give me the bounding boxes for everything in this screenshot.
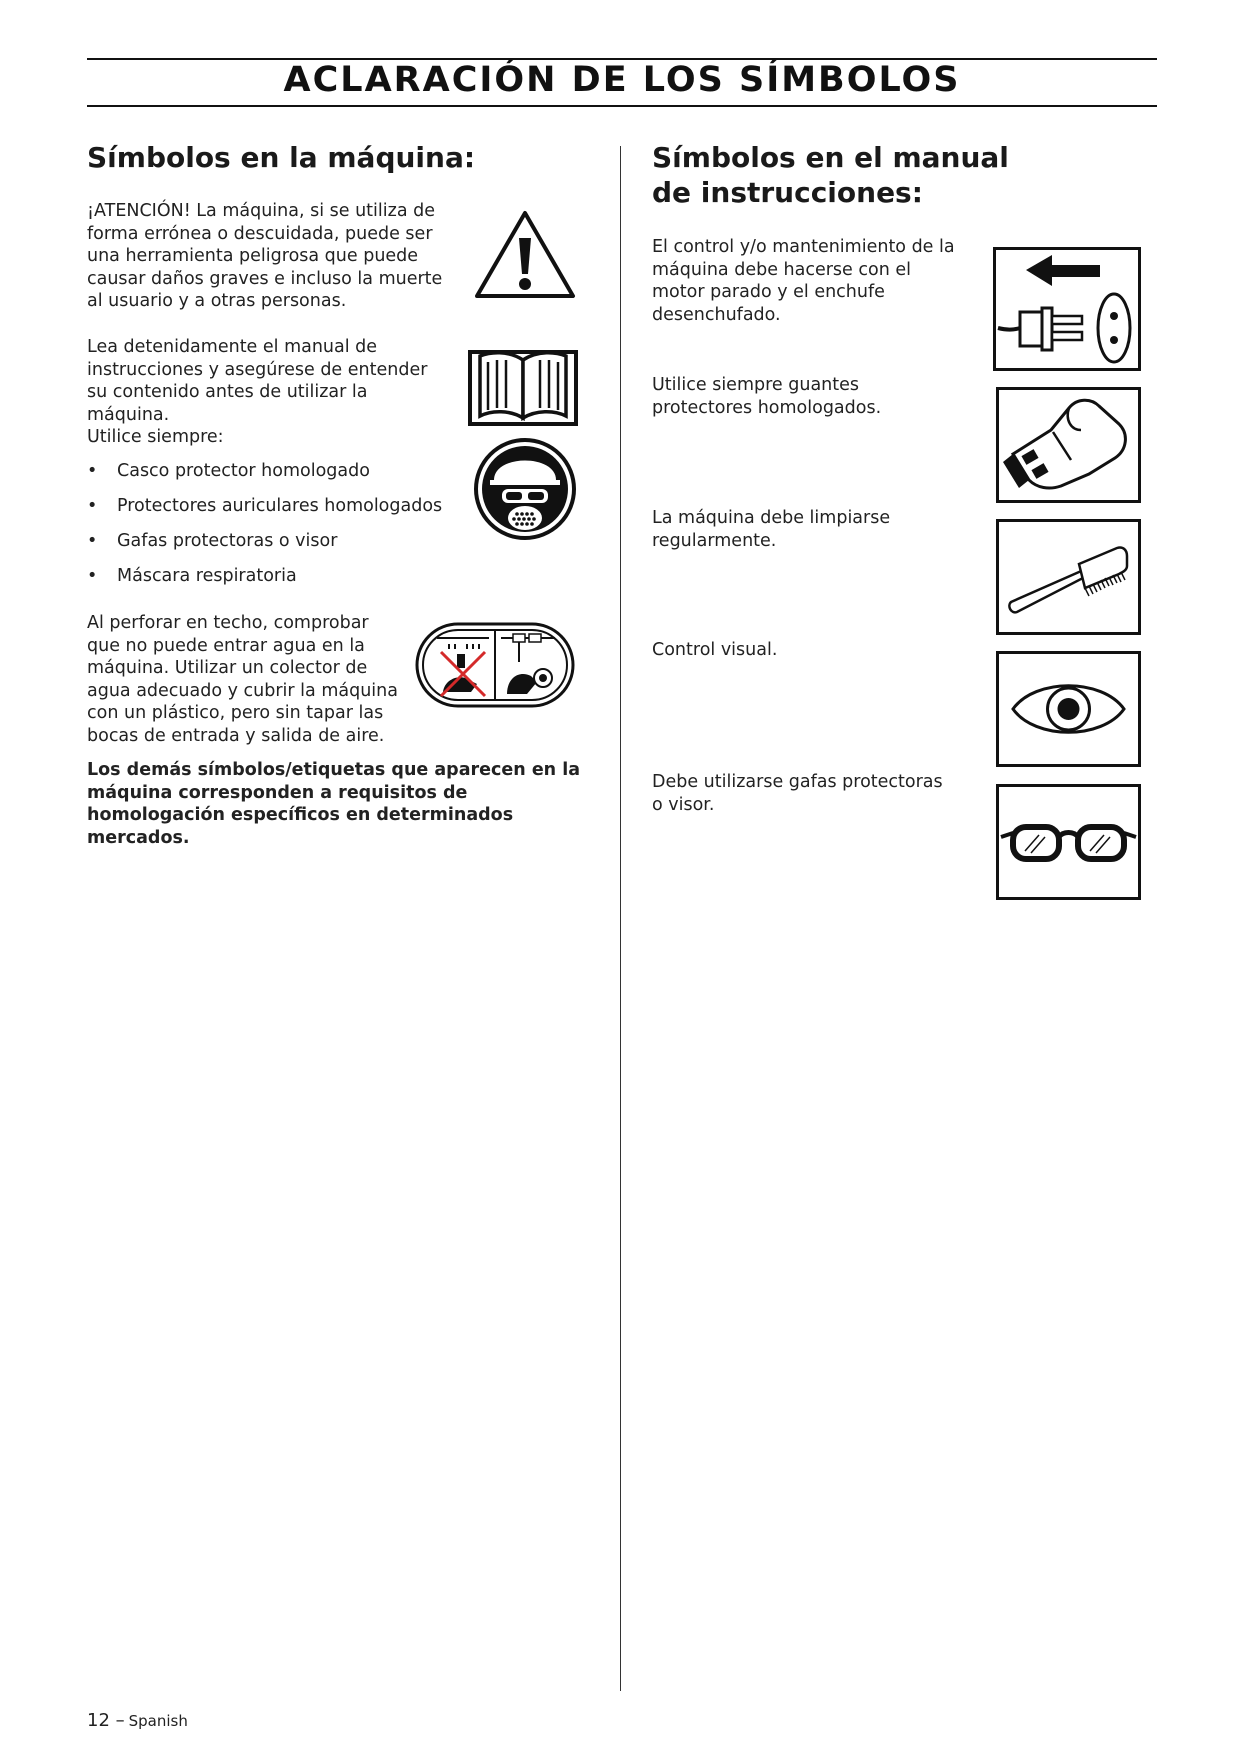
page-number: 12 – [87,1710,125,1731]
cleaning-text: La máquina debe limpiarse regularmente. [652,508,891,551]
eye-icon [996,651,1141,767]
footer-language: Spanish [128,1712,188,1730]
other-symbols-text: Los demás símbolos/etiquetas que aparecen en la máquina corresponden a requisitos de homologación específicos en determinados mercados. [87,760,581,848]
maintenance-text: El control y/o mantenimiento de la máquina debe hacerse con el motor parado y el enchufe desenchufado. [652,237,955,325]
read-manual-icon [468,344,578,426]
ppe-list [87,460,442,600]
column-divider [620,146,621,1691]
list-item: • Casco protector homologado [87,460,442,495]
always-use-text: Utilice siempre: [87,427,224,447]
ceiling-drilling-text: Al perforar en techo, comprobar que no puede entrar agua en la máquina. Utilizar un colector de agua adecuado y cubrir la máquina con un plástico, pero sin tapar las bocas de entrada y salida de aire. [87,613,398,746]
protective-equipment-icon [472,436,578,542]
page-title: ACLARACIÓN DE LOS SÍMBOLOS [283,60,961,100]
protective-gloves-icon [996,387,1141,503]
list-item: • Máscara respiratoria [87,565,442,600]
visual-control-text: Control visual. [652,640,778,660]
list-item: • Gafas protectoras o visor [87,530,442,565]
goggles-text: Debe utilizarse gafas protectoras o visor. [652,772,943,815]
left-column-heading: Símbolos en la máquina: [87,141,476,174]
right-column-heading: Símbolos en el manual de instrucciones: [652,141,1009,209]
cleaning-brush-icon [996,519,1141,635]
ceiling-drilling-water-icon [415,622,575,708]
title-bottom-rule [87,105,1157,107]
manual-text: Lea detenidamente el manual de instrucciones y asegúrese de entender su contenido antes de utilizar la máquina. [87,337,428,425]
list-item: • Protectores auriculares homologados [87,495,442,530]
gloves-text: Utilice siempre guantes protectores homologados. [652,375,882,418]
unplug-before-maintenance-icon [993,247,1141,371]
warning-text: ¡ATENCIÓN! La máquina, si se utiliza de forma errónea o descuidada, puede ser una herramienta peligrosa que puede causar daños graves e incluso la muerte al usuario y a otras personas. [87,201,443,311]
warning-triangle-icon [472,208,578,302]
page-footer [87,1710,188,1731]
safety-glasses-icon [996,784,1141,900]
